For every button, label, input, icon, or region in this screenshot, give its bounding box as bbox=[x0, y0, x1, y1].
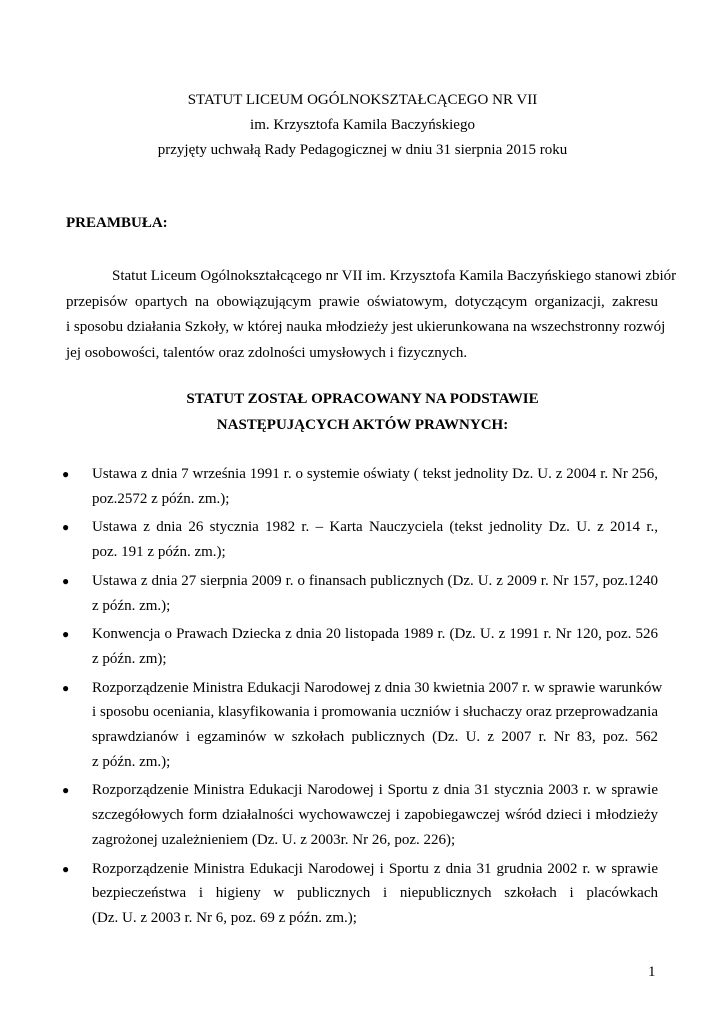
bullet-icon: ● bbox=[62, 783, 70, 798]
legal-act-line: zagrożonej uzależnieniem (Dz. U. z 2003r. Nr 26, poz. 226); bbox=[92, 831, 456, 848]
legal-act-item bbox=[0, 857, 658, 931]
legal-act-line: sprawdzianów i egzaminów w szkołach publicznych (Dz. U. z 2007 r. Nr 83, poz. 562 bbox=[92, 729, 658, 746]
legal-act-item bbox=[0, 515, 658, 564]
legal-act-line: z późn. zm.); bbox=[92, 753, 171, 770]
legal-act-item bbox=[0, 676, 663, 775]
bullet-icon: ● bbox=[62, 627, 70, 642]
legal-act-line: Ustawa z dnia 26 stycznia 1982 r. – Karta Nauczyciela (tekst jednolity Dz. U. z 2014 r., bbox=[92, 519, 658, 536]
legal-act-line: szczegółowych form działalności wychowawczej i zapobiegawczej wśród dzieci i młodzieży bbox=[92, 807, 658, 824]
bullet-icon: ● bbox=[62, 467, 70, 481]
legal-act-line: Ustawa z dnia 7 września 1991 r. o systemie oświaty ( tekst jednolity Dz. U. z 2004 r. Nr 256, bbox=[92, 466, 658, 482]
document-title bbox=[0, 88, 725, 163]
legal-act-line: poz.2572 z późn. zm.); bbox=[92, 490, 230, 507]
legal-act-line: bezpieczeństwa i higieny w publicznych i niepublicznych szkołach i placówkach bbox=[92, 885, 658, 902]
legal-act-item bbox=[0, 778, 658, 852]
legal-act-line: Rozporządzenie Ministra Edukacji Narodowej i Sportu z dnia 31 grudnia 2002 r. w sprawie bbox=[92, 860, 658, 877]
legal-act-line: Rozporządzenie Ministra Edukacji Narodowej i Sportu z dnia 31 stycznia 2003 r. w sprawie bbox=[92, 782, 658, 799]
preamble-line: przepisów opartych na obowiązującym prawie oświatowym, dotyczącym organizacji, zakresu bbox=[66, 293, 658, 310]
legal-act-line: z późn. zm.); bbox=[92, 597, 171, 614]
legal-act-item bbox=[0, 622, 658, 671]
title-line-3: przyjęty uchwałą Rady Pedagogicznej w dniu 31 sierpnia 2015 roku bbox=[157, 142, 568, 158]
bullet-icon: ● bbox=[62, 861, 70, 876]
bullet-icon: ● bbox=[62, 573, 70, 588]
preamble-paragraph bbox=[66, 264, 677, 366]
legal-basis-heading-line-2: NASTĘPUJĄCYCH AKTÓW PRAWNYCH: bbox=[216, 417, 509, 433]
title-line-1: STATUT LICEUM OGÓLNOKSZTAŁCĄCEGO NR VII bbox=[187, 92, 538, 108]
bullet-icon: ● bbox=[62, 680, 70, 695]
legal-act-line: (Dz. U. z 2003 r. Nr 6, poz. 69 z późn. zm.); bbox=[92, 909, 357, 926]
bullet-icon: ● bbox=[62, 520, 70, 535]
legal-basis-heading-line-1: STATUT ZOSTAŁ OPRACOWANY NA PODSTAWIE bbox=[186, 391, 539, 407]
title-line-2: im. Krzysztofa Kamila Baczyńskiego bbox=[250, 117, 475, 133]
legal-basis-heading bbox=[0, 386, 725, 438]
preamble-line: i sposobu działania Szkoły, w której nauka młodzieży jest ukierunkowana na wszechstronny rozwój bbox=[66, 319, 666, 335]
legal-act-line: Ustawa z dnia 27 sierpnia 2009 r. o finansach publicznych (Dz. U. z 2009 r. Nr 157, poz.1240 bbox=[92, 572, 658, 589]
legal-act-line: z późn. zm); bbox=[92, 650, 167, 667]
preamble-heading: PREAMBUŁA: bbox=[66, 215, 168, 231]
legal-acts-list bbox=[0, 462, 725, 935]
legal-act-line: i sposobu oceniania, klasyfikowania i promowania uczniów i słuchaczy oraz przeprowadzania bbox=[92, 704, 658, 721]
legal-act-item bbox=[0, 462, 658, 511]
legal-act-line: Rozporządzenie Ministra Edukacji Narodowej z dnia 30 kwietnia 2007 r. w sprawie warunków bbox=[92, 679, 663, 696]
legal-act-item bbox=[0, 569, 658, 618]
legal-act-line: Konwencja o Prawach Dziecka z dnia 20 listopada 1989 r. (Dz. U. z 1991 r. Nr 120, poz. 526 bbox=[92, 626, 658, 643]
page-number: 1 bbox=[648, 964, 656, 980]
preamble-line: Statut Liceum Ogólnokształcącego nr VII im. Krzysztofa Kamila Baczyńskiego stanowi zbiór bbox=[112, 268, 677, 284]
legal-act-line: poz. 191 z późn. zm.); bbox=[92, 544, 226, 561]
preamble-line: jej osobowości, talentów oraz zdolności umysłowych i fizycznych. bbox=[66, 344, 468, 361]
